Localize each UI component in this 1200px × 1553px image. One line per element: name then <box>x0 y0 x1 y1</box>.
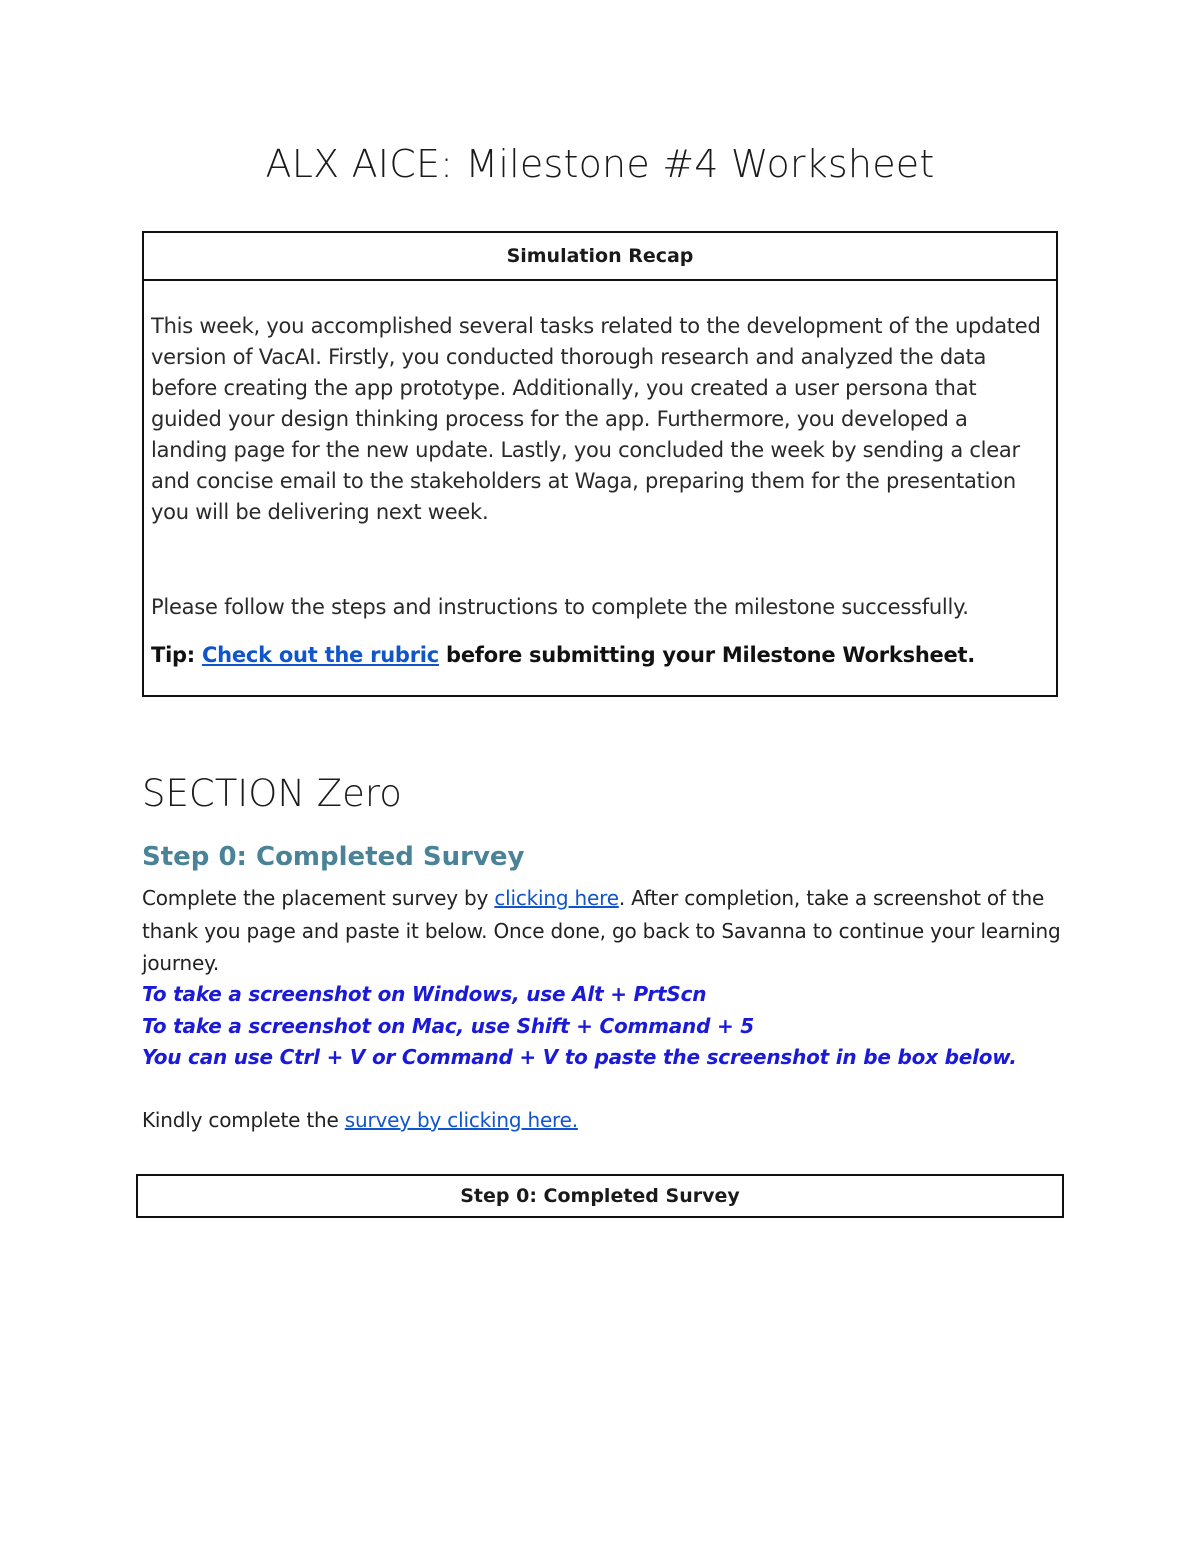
simulation-recap-header: Simulation Recap <box>144 233 1056 281</box>
recap-tip <box>151 640 1049 671</box>
document-title: ALX AICE: Milestone #4 Worksheet <box>265 142 935 186</box>
recap-instructions: Please follow the steps and instructions to complete the milestone successfully. <box>151 595 969 619</box>
tip-rest: before submitting your Milestone Worksheet. <box>446 643 976 667</box>
tip-label: Tip: <box>151 643 195 667</box>
step-desc-before: Complete the placement survey by <box>142 886 489 910</box>
hint-mac: To take a screenshot on Mac, use Shift + Command + 5 <box>142 1014 755 1038</box>
rubric-link[interactable]: Check out the rubric <box>202 643 439 667</box>
kindly-complete-text <box>142 1108 578 1132</box>
hint-paste: You can use Ctrl + V or Command + V to paste the screenshot in be box below. <box>142 1045 1017 1069</box>
hint-windows: To take a screenshot on Windows, use Alt + PrtScn <box>142 982 707 1006</box>
step-title: Step 0: Completed Survey <box>142 842 525 872</box>
kindly-label: Kindly complete the <box>142 1108 339 1132</box>
step-desc-after: . After completion, take a screenshot of the thank you page and paste it below. Once done, go back to Savanna to continue your learning journey. <box>142 886 1061 975</box>
placement-survey-link[interactable]: clicking here <box>494 886 619 910</box>
completed-survey-table-header: Step 0: Completed Survey <box>136 1174 1064 1218</box>
recap-paragraph: This week, you accomplished several tasks related to the development of the updated version of VacAI. Firstly, you conducted thorough research and analyzed the data before creating the app prototype. Additionally, you created a user persona that guided your design thinking process for the app. Furthermore, you developed a landing page for the new update. Lastly, you concluded the week by sending a clear and concise email to the stakeholders at Waga, preparing them for the presentation you will be delivering next week. <box>151 314 1041 524</box>
survey-link[interactable]: survey by clicking here. <box>344 1108 578 1132</box>
section-title: SECTION Zero <box>142 772 402 815</box>
simulation-recap-body <box>144 281 1056 671</box>
simulation-recap-table <box>142 231 1058 697</box>
step-description <box>142 882 1062 980</box>
